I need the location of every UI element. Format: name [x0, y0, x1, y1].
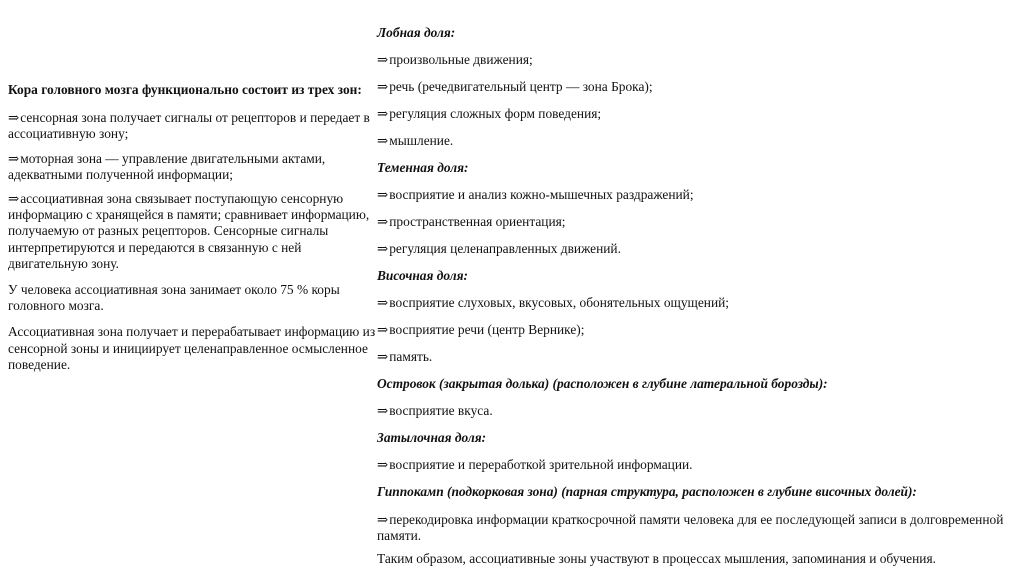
implies-arrow-icon: ⇒	[377, 457, 389, 473]
section-title-frontal: Лобная доля:	[377, 25, 456, 41]
left-column	[8, 82, 380, 383]
section-title-insula: Островок (закрытая долька) (расположен в глубине латеральной борозды):	[377, 376, 828, 392]
implies-arrow-icon: ⇒	[377, 295, 389, 311]
section-title-parietal: Теменная доля:	[377, 160, 469, 176]
list-item: ⇒ произвольные движения;	[377, 52, 533, 68]
implies-arrow-icon: ⇒	[377, 187, 389, 203]
list-item: ⇒ восприятие и переработкой зрительной информации.	[377, 457, 693, 473]
list-item: ⇒ восприятие и анализ кожно-мышечных раздражений;	[377, 187, 694, 203]
implies-arrow-icon: ⇒	[377, 52, 389, 68]
implies-arrow-icon: ⇒	[377, 403, 389, 419]
implies-arrow-icon: ⇒	[8, 150, 20, 166]
implies-arrow-icon: ⇒	[377, 133, 389, 149]
section-title-temporal: Височная доля:	[377, 268, 468, 284]
list-item: ⇒перекодировка информации краткосрочной памяти человека для ее последующей записи в долговременной памяти.	[377, 512, 1004, 544]
list-item: ⇒ восприятие слуховых, вкусовых, обонятельных ощущений;	[377, 295, 730, 311]
implies-arrow-icon: ⇒	[377, 214, 389, 230]
implies-arrow-icon: ⇒	[377, 79, 389, 95]
list-item: ⇒ регуляция целенаправленных движений.	[377, 241, 621, 257]
association-zone-paragraph: ⇒ассоциативная зона связывает поступающую сенсорную информацию с хранящейся в памяти; сравнивает информацию, получаемую от разных рецепторов. Сенсорные сигналы интерпретируются и передаются в связанную с ней двигательную зону.	[8, 191, 370, 271]
section-title-occipital: Затылочная доля:	[377, 430, 487, 446]
implies-arrow-icon: ⇒	[377, 512, 389, 527]
implies-arrow-icon: ⇒	[377, 322, 389, 338]
list-item: ⇒ речь (речедвигательный центр — зона Брока);	[377, 79, 653, 95]
implies-arrow-icon: ⇒	[377, 241, 389, 257]
list-item: ⇒ восприятие речи (центр Вернике);	[377, 322, 585, 338]
conclusion-text: Таким образом, ассоциативные зоны участвуют в процессах мышления, запоминания и обучения.	[377, 550, 936, 566]
left-heading: Кора головного мозга функционально состоит из трех зон:	[8, 82, 362, 97]
implies-arrow-icon: ⇒	[377, 349, 389, 365]
implies-arrow-icon: ⇒	[8, 110, 20, 126]
list-item: ⇒ мышление.	[377, 133, 454, 149]
list-item: ⇒ регуляция сложных форм поведения;	[377, 106, 602, 122]
list-item: ⇒ восприятие вкуса.	[377, 403, 493, 419]
right-column	[377, 20, 1017, 574]
section-title-hippocampus: Гиппокамп (подкорковая зона) (парная структура, расположен в глубине височных долей):	[377, 484, 917, 500]
association-share-paragraph: У человека ассоциативная зона занимает около 75 % коры головного мозга.	[8, 282, 340, 314]
association-function-paragraph: Ассоциативная зона получает и перерабатывает информацию из сенсорной зоны и инициирует целенаправленное осмысленное поведение.	[8, 324, 376, 372]
motor-zone-paragraph: ⇒моторная зона — управление двигательными актами, адекватными полученной информации;	[8, 150, 326, 182]
sensory-zone-paragraph: ⇒сенсорная зона получает сигналы от рецепторов и передает в ассоциативную зону;	[8, 110, 370, 142]
list-item: ⇒ пространственная ориентация;	[377, 214, 566, 230]
implies-arrow-icon: ⇒	[8, 191, 20, 207]
list-item: ⇒ память.	[377, 349, 433, 365]
implies-arrow-icon: ⇒	[377, 106, 389, 122]
